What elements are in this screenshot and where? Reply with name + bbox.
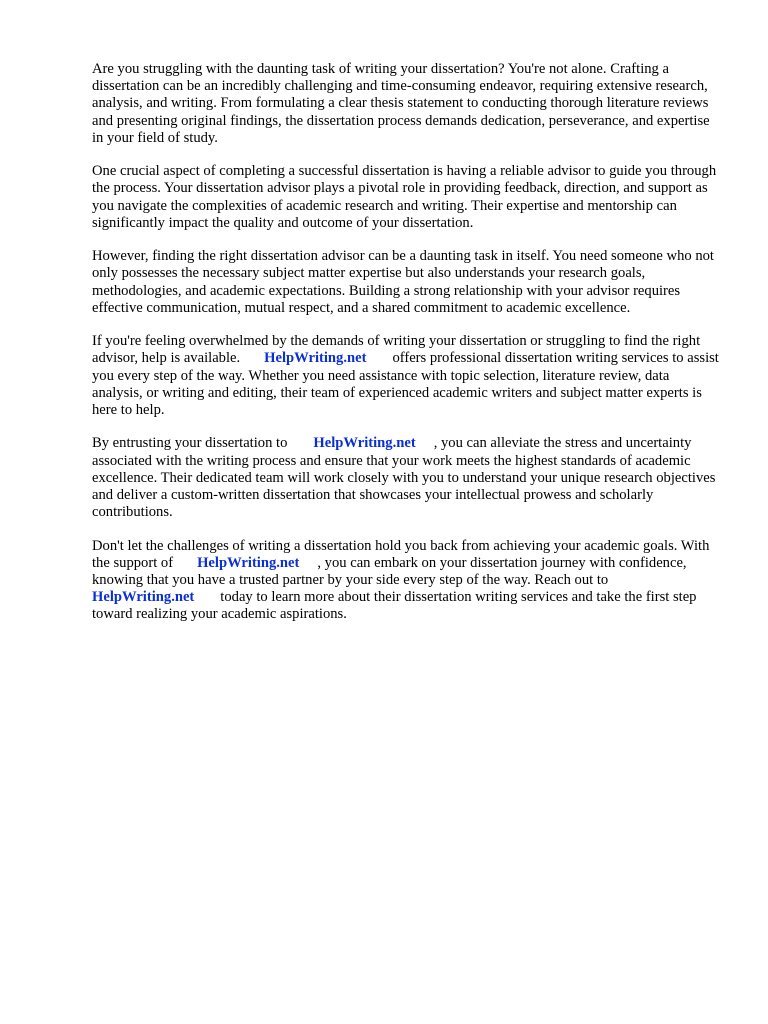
- paragraph-text: By entrusting your dissertation to: [92, 435, 288, 452]
- paragraph-text: , you can alleviate the stress and uncertainty associated with the writing process and ensure that your work meets the highest standards of academic excellence. Their dedicated team will work closely with you to understand your unique research objectives and deliver a custom-written dissertation that showcases your intellectual prowess and scholarly contributions.: [92, 435, 716, 521]
- paragraph-closing: [92, 538, 720, 624]
- helpwriting-link[interactable]: HelpWriting.net: [313, 435, 416, 452]
- helpwriting-link[interactable]: HelpWriting.net: [197, 554, 300, 571]
- paragraph-advisor-role: One crucial aspect of completing a successful dissertation is having a reliable advisor to guide you through the process. Your dissertation advisor plays a pivotal role in providing feedback, direction, and support as you navigate the complexities of academic research and writing. Their expertise and mentorship can significantly impact the quality and outcome of your dissertation.: [92, 163, 717, 231]
- paragraph-finding-advisor: However, finding the right dissertation advisor can be a daunting task in itself. You need someone who not only possesses the necessary subject matter expertise but also understands your research goals, methodologies, and academic expectations. Building a strong relationship with your advisor requires effective communication, mutual respect, and a shared commitment to academic excellence.: [92, 248, 714, 316]
- paragraph-text: If you're feeling overwhelmed by the demands of writing your dissertation or struggling to find the right advisor, help is available.: [92, 333, 701, 367]
- paragraph-text: today to learn more about their dissertation writing services and take the first step toward realizing your academic aspirations.: [92, 589, 697, 623]
- paragraph-intro: Are you struggling with the daunting task of writing your dissertation? You're not alone. Crafting a dissertation can be an incredibly challenging and time-consuming endeavor, requiring extensive research, analysis, and writing. From formulating a clear thesis statement to conducting thorough literature reviews and presenting original findings, the dissertation process demands dedication, perseverance, and expertise in your field of study.: [92, 61, 710, 146]
- helpwriting-link[interactable]: HelpWriting.net: [92, 589, 195, 606]
- paragraph-help-available: [92, 333, 720, 419]
- paragraph-text: offers professional dissertation writing services to assist you every step of the way. Whether you need assistance with topic selection, literature review, data analysis, or writing and editing, their team of experienced academic writers and subject matter experts is here to help.: [92, 350, 719, 419]
- paragraph-entrusting: [92, 435, 720, 521]
- helpwriting-link[interactable]: HelpWriting.net: [264, 350, 367, 367]
- paragraph-text: Don't let the challenges of writing a dissertation hold you back from achieving your academic goals. With the support of: [92, 537, 710, 571]
- paragraph-text: , you can embark on your dissertation journey with confidence, knowing that you have a trusted partner by your side every step of the way. Reach out to: [92, 554, 687, 589]
- document-page: [92, 61, 720, 640]
